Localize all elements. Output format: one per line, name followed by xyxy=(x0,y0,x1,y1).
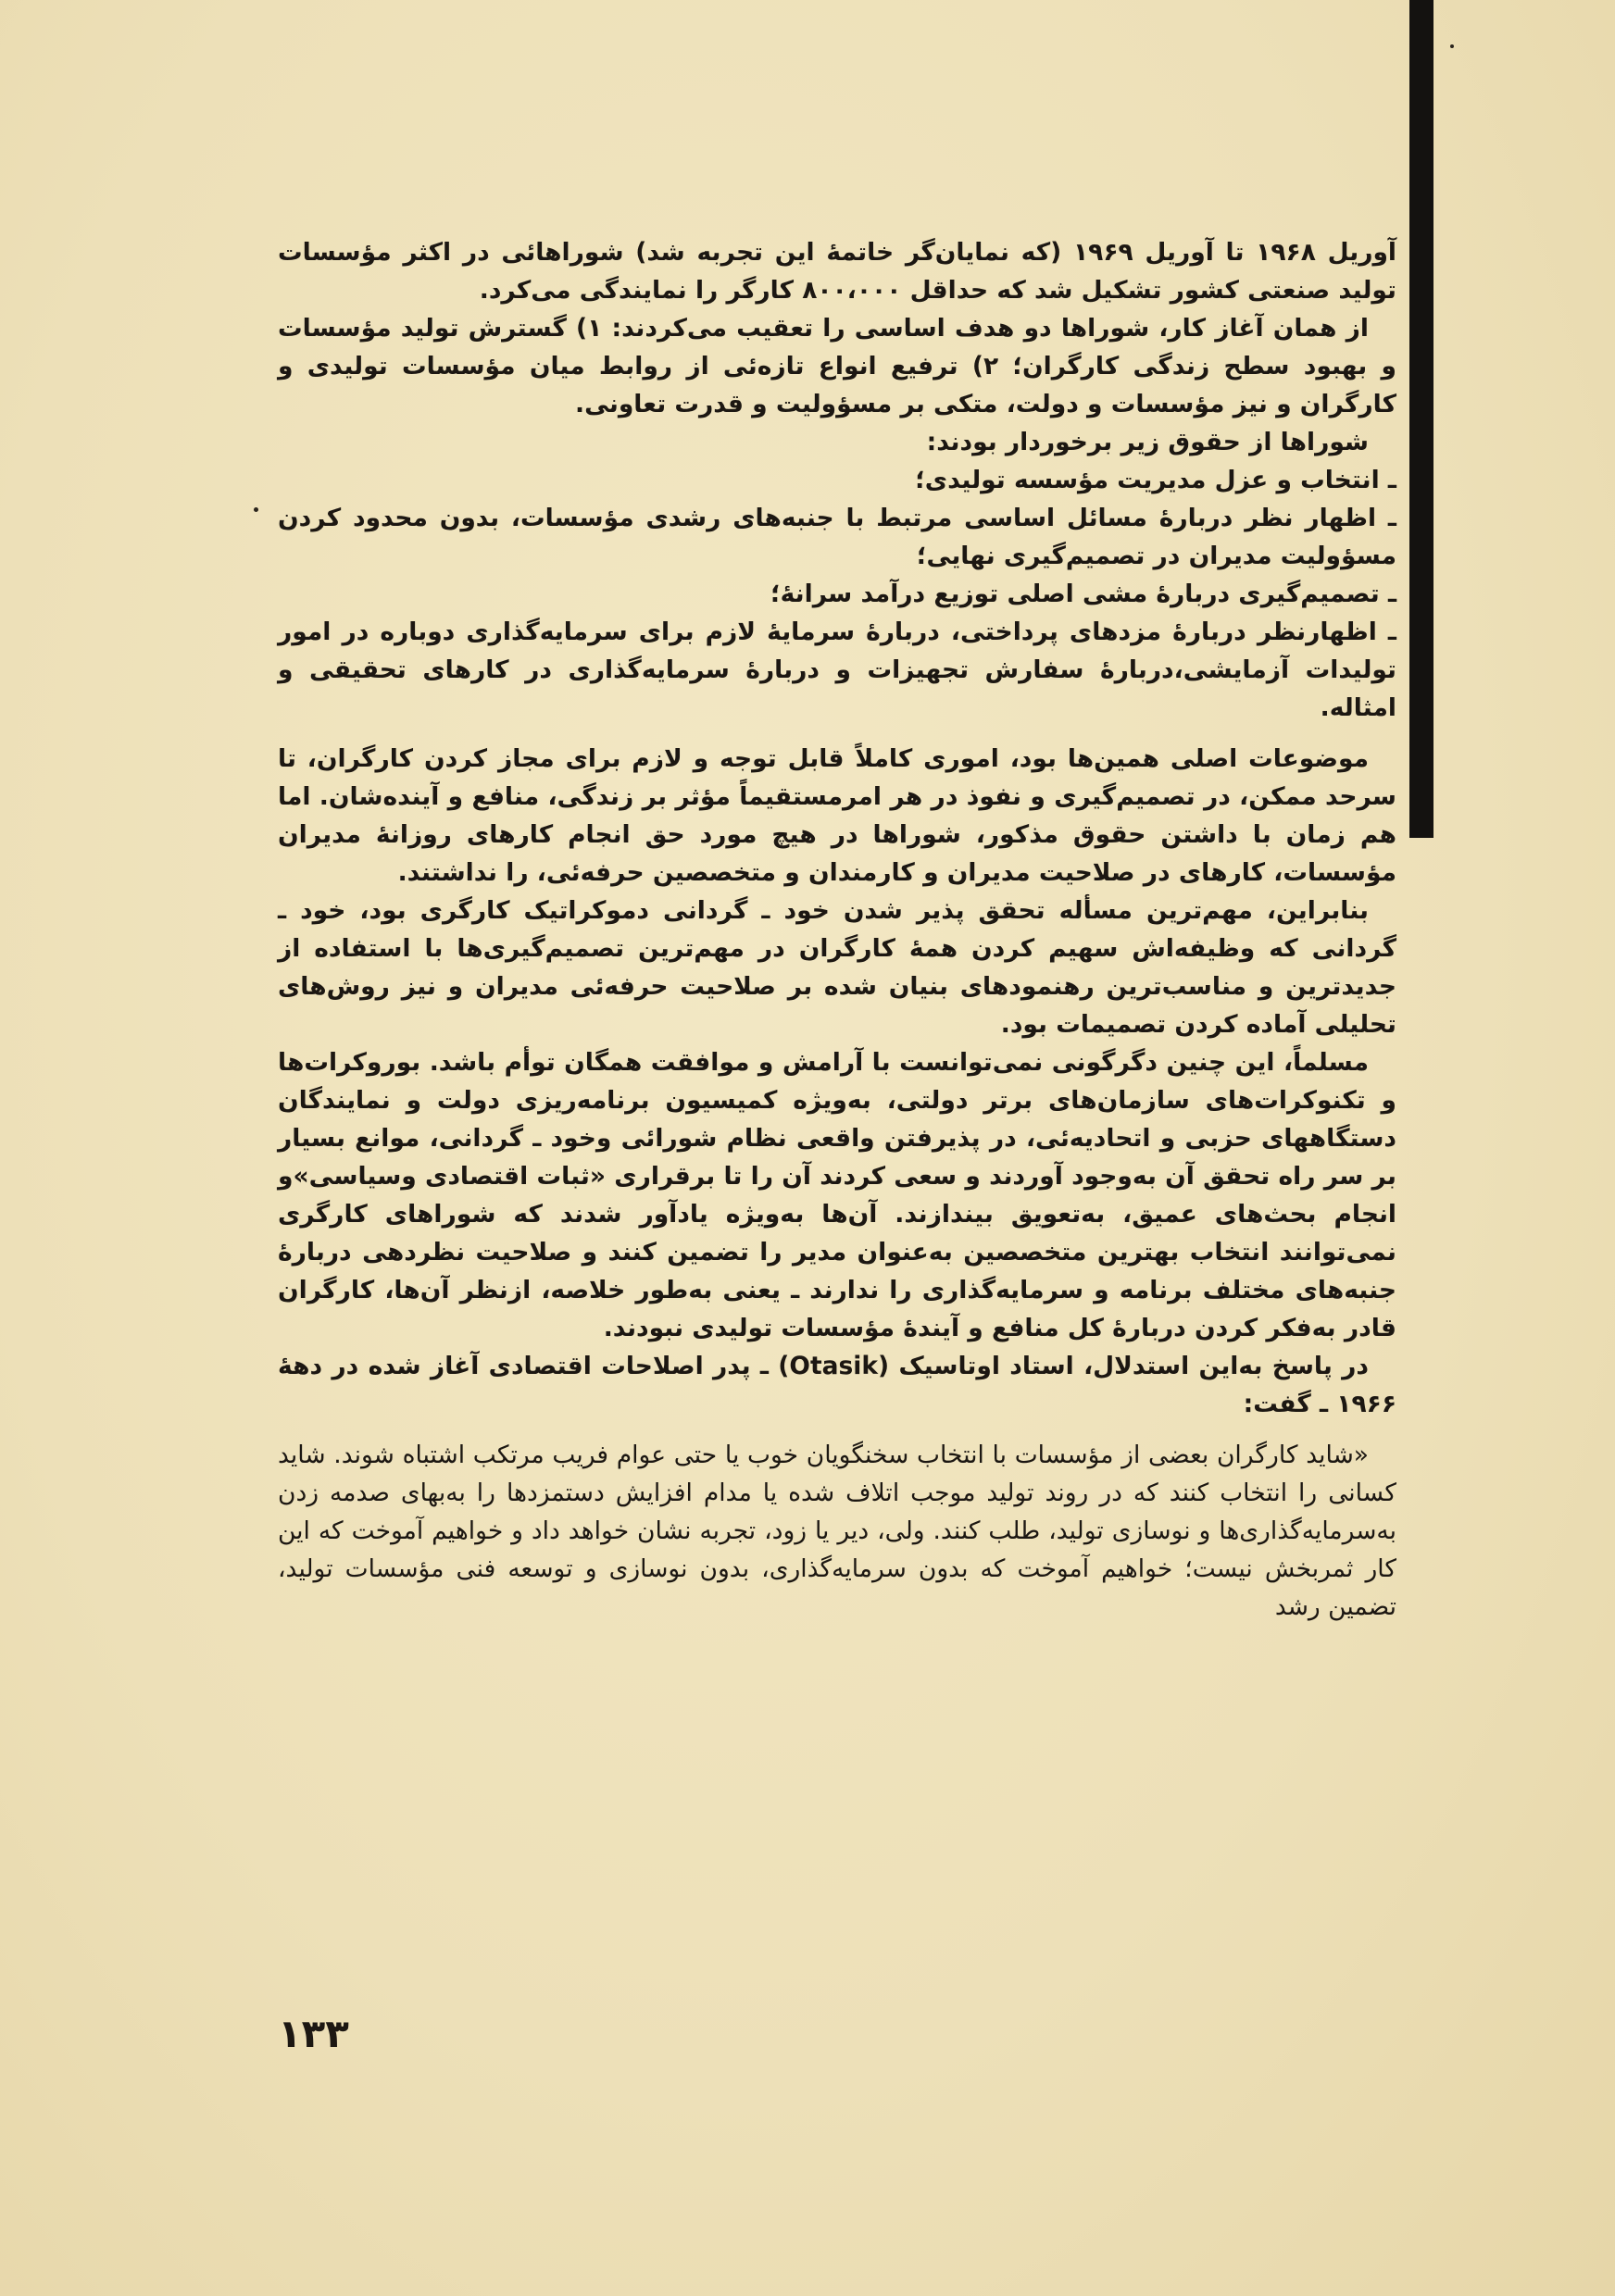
rights-item-3: ـ تصمیم‌گیری دربارهٔ مشی اصلی توزیع درآمد سرانهٔ؛ xyxy=(770,580,1396,608)
quote-block: «شاید کارگران بعضی از مؤسسات با انتخاب سخنگویان خوب یا حتی عوام فریب مرتکب اشتباه شوند. شاید کسانی را انتخاب کنند که در روند تولید موجب اتلاف شده یا مدام افزایش دستمزدها را به‌بهای صدمه زدن به‌سرمایه‌گذاری‌ها و نوسازی تولید، طلب کنند. ولی، دیر یا زود، تجربه نشان خواهد داد و خواهیم آموخت که این کار ثمربخش نیست؛ خواهیم آموخت که بدون سرمایه‌گذاری، بدون نوسازی و توسعه فنی مؤسسات تولید، تضمین رشد xyxy=(278,1441,1396,1621)
margin-marker-bar xyxy=(1409,0,1433,838)
rights-item-1: ـ انتخاب و عزل مدیریت مؤسسه تولیدی؛ xyxy=(915,466,1396,494)
page-number: ۱۳۳ xyxy=(278,2011,349,2056)
rights-item-4: ـ اظهارنظر دربارهٔ مزدهای پرداختی، دربارهٔ سرمایهٔ لازم برای سرمایه‌گذاری دوباره در امور تولیدات آزمایشی،دربارهٔ سفارش تجهیزات و دربارهٔ سرمایه‌گذاری در کارهای تحقیقی و امثاله. xyxy=(278,618,1396,722)
ink-speck xyxy=(254,507,258,512)
ink-speck xyxy=(1450,44,1454,48)
paragraph-3: شوراها از حقوق زیر برخوردار بودند: xyxy=(926,428,1369,456)
paragraph-4: موضوعات اصلی همین‌ها بود، اموری کاملاً قابل توجه و لازم برای مجاز کردن کارگران، تا سرحد ممکن، در تصمیم‌گیری و نفوذ در هر امرمستقیماً مؤثر بر زندگی، منافع و آینده‌شان. اما هم زمان با داشتن حقوق مذکور، شوراها در هیچ مورد حق انجام کارهای روزانهٔ مدیران مؤسسات، کارهای در صلاحیت مدیران و کارمندان و متخصصین حرفه‌ئی، را نداشتند. xyxy=(278,744,1396,887)
rights-item-2: ـ اظهار نظر دربارهٔ مسائل اساسی مرتبط با جنبه‌های رشدی مؤسسات، بدون محدود کردن مسؤولیت مدیران در تصمیم‌گیری نهایی؛ xyxy=(278,504,1396,570)
paragraph-1: آوریل ۱۹۶۸ تا آوریل ۱۹۶۹ (که نمایان‌گر خاتمهٔ این تجربه شد) شوراهائی در اکثر مؤسسات تولید صنعتی کشور تشکیل شد که حداقل ۸۰۰،۰۰۰ کارگر را نمایندگی می‌کرد. xyxy=(278,238,1397,305)
paragraph-7: در پاسخ به‌این استدلال، استاد اوتاسیک (Otasik) ـ پدر اصلاحات اقتصادی آغاز شده در دههٔ ۱۹۶۶ ـ گفت: xyxy=(278,1352,1396,1418)
paragraph-2: از همان آغاز کار، شوراها دو هدف اساسی را تعقیب می‌کردند: ۱) گسترش تولید مؤسسات و بهبود سطح زندگی کارگران؛ ۲) ترفیع انواع تازه‌ئی از روابط میان مؤسسات تولیدی و کارگران و نیز مؤسسات و دولت، متکی بر مسؤولیت و قدرت تعاونی. xyxy=(278,314,1396,418)
paragraph-6: مسلماً، این چنین دگرگونی نمی‌توانست با آرامش و موافقت همگان توأم باشد. بوروکرات‌ها و تکنوکرات‌های سازمان‌های برتر دولتی، به‌ویژه کمیسیون برنامه‌ریزی دولت و نمایندگان دستگاههای حزبی و اتحادیه‌ئی، در پذیرفتن واقعی نظام شورائی وخود ـ گردانی، موانع بسیار بر سر راه تحقق آن به‌وجود آوردند و سعی کردند آن را تا برقراری «ثبات اقتصادی وسیاسی»و انجام بحث‌های عمیق، به‌تعویق بیندازند. آن‌ها به‌ویژه یادآور شدند که شوراهای کارگری نمی‌توانند انتخاب بهترین متخصصین به‌عنوان مدیر را تضمین کنند و صلاحیت نظردهی دربارهٔ جنبه‌های مختلف برنامه و سرمایه‌گذاری را ندارند ـ یعنی به‌طور خلاصه، ازنظر آن‌ها، کارگران قادر به‌فکر کردن دربارهٔ کل منافع و آیندهٔ مؤسسات تولیدی نبودند. xyxy=(278,1048,1396,1342)
article-body xyxy=(278,233,1396,1626)
paragraph-5: بنابراین، مهم‌ترین مسأله تحقق پذیر شدن خود ـ گردانی دموکراتیک کارگری بود، خود ـ گردانی که وظیفه‌اش سهیم کردن همهٔ کارگران در مهم‌ترین تصمیم‌گیری‌ها با استفاده از جدیدترین و مناسب‌ترین رهنمودهای بنیان شده بر صلاحیت حرفه‌ئی مدیران و نیز روش‌های تحلیلی آماده کردن تصمیمات بود. xyxy=(278,896,1396,1039)
